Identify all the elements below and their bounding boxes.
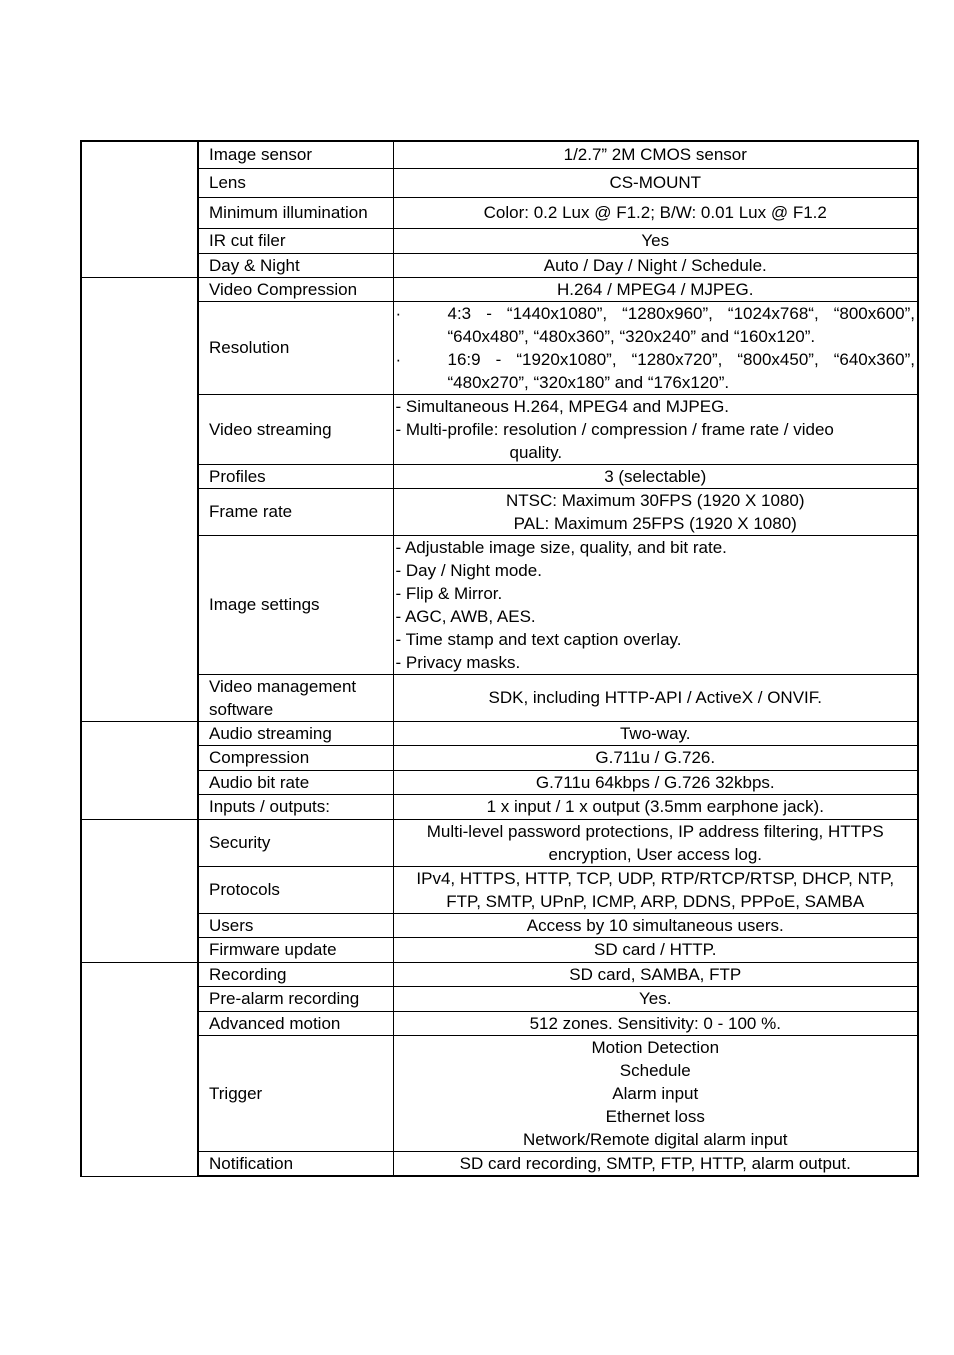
spec-label: Advanced motion — [198, 1011, 393, 1035]
category-cell-video — [81, 277, 198, 721]
spec-value — [393, 488, 918, 535]
spec-value-line: Multi-level password protections, IP address filtering, HTTPS — [426, 821, 884, 841]
spec-value-line: Auto / Day / Night / Schedule. — [543, 255, 767, 275]
table-row — [81, 1035, 918, 1151]
table-row — [81, 674, 918, 721]
table-row — [81, 394, 918, 464]
table-row — [81, 253, 918, 277]
spec-value-line: - Simultaneous H.264, MPEG4 and MJPEG. — [395, 396, 730, 416]
spec-value-line: quality. — [509, 442, 563, 462]
spec-value — [393, 913, 918, 937]
category-cell-camera — [81, 141, 198, 277]
spec-label: Minimum illumination — [198, 197, 393, 228]
table-row — [81, 913, 918, 937]
table-row — [81, 1151, 918, 1176]
spec-value-line: PAL: Maximum 25FPS (1920 X 1080) — [513, 513, 797, 533]
spec-value-line: Two-way. — [619, 723, 691, 743]
spec-value-line: - Adjustable image size, quality, and bit rate. — [395, 537, 727, 557]
spec-value-line: H.264 / MPEG4 / MJPEG. — [556, 279, 754, 299]
table-row — [81, 488, 918, 535]
table-row — [81, 794, 918, 819]
spec-value-line: SD card, SAMBA, FTP — [569, 964, 742, 984]
spec-value-line: Color: 0.2 Lux @ F1.2; B/W: 0.01 Lux @ F1.2 — [483, 203, 827, 222]
table-row — [81, 168, 918, 197]
spec-value — [393, 197, 918, 228]
spec-label: Day & Night — [198, 253, 393, 277]
table-row — [81, 197, 918, 228]
spec-label: Resolution — [198, 301, 393, 394]
spec-label: Audio streaming — [198, 721, 393, 745]
spec-label: Image sensor — [198, 141, 393, 168]
spec-value-line: - Privacy masks. — [395, 652, 521, 672]
spec-label: Video Compression — [198, 277, 393, 301]
spec-value-line: - Flip & Mirror. — [395, 583, 503, 603]
table-row — [81, 277, 918, 301]
spec-value — [393, 301, 918, 394]
spec-value-line: - Day / Night mode. — [395, 560, 542, 580]
spec-value-line: Yes. — [639, 989, 672, 1008]
spec-value-line: SD card / HTTP. — [594, 940, 717, 959]
table-row — [81, 464, 918, 488]
spec-value — [393, 141, 918, 168]
spec-value-line: Ethernet loss — [605, 1106, 705, 1126]
table-row — [81, 1011, 918, 1035]
spec-value — [393, 770, 918, 794]
category-cell-events — [81, 962, 198, 1176]
spec-value — [393, 535, 918, 674]
table-row — [81, 986, 918, 1011]
spec-value-line: FTP, SMTP, UPnP, ICMP, ARP, DDNS, PPPoE, SAMBA — [446, 891, 865, 911]
spec-value-line: 3 (selectable) — [604, 466, 707, 486]
table-row — [81, 866, 918, 913]
spec-value-line: G.711u / G.726. — [595, 748, 716, 767]
spec-value-line: - Multi-profile: resolution / compression / frame rate / video — [395, 419, 834, 439]
spec-value-line: G.711u 64kbps / G.726 32kbps. — [535, 772, 775, 792]
spec-value — [393, 986, 918, 1011]
table-row — [81, 819, 918, 866]
spec-value — [393, 866, 918, 913]
spec-value — [393, 794, 918, 819]
spec-label: Audio bit rate — [198, 770, 393, 794]
spec-label: Security — [198, 819, 393, 866]
table-row — [81, 141, 918, 168]
specification-table-body — [81, 141, 918, 1176]
table-row — [81, 962, 918, 986]
spec-value — [393, 168, 918, 197]
spec-value — [393, 937, 918, 962]
spec-value — [393, 228, 918, 253]
spec-value-line: SDK, including HTTP-API / ActiveX / ONVIF. — [488, 688, 822, 707]
spec-label: Notification — [198, 1151, 393, 1176]
spec-value-line: IPv4, HTTPS, HTTP, TCP, UDP, RTP/RTCP/RTSP, DHCP, NTP, — [416, 868, 895, 888]
table-row — [81, 770, 918, 794]
spec-label: Users — [198, 913, 393, 937]
spec-value-line: SD card recording, SMTP, FTP, HTTP, alarm output. — [459, 1153, 851, 1173]
spec-value — [393, 1151, 918, 1176]
spec-label: Image settings — [198, 535, 393, 674]
table-row — [81, 721, 918, 745]
spec-value-line: Motion Detection — [591, 1037, 720, 1057]
spec-value-line: Schedule — [619, 1060, 691, 1080]
table-row — [81, 745, 918, 770]
spec-value-line: 1 x input / 1 x output (3.5mm earphone jack). — [486, 797, 824, 816]
spec-value-line: NTSC: Maximum 30FPS (1920 X 1080) — [505, 490, 805, 510]
category-cell-audio — [81, 721, 198, 819]
spec-value — [393, 674, 918, 721]
spec-label: Video streaming — [198, 394, 393, 464]
spec-label: Pre-alarm recording — [198, 986, 393, 1011]
spec-value-line: 1/2.7” 2M CMOS sensor — [563, 145, 747, 165]
spec-value-line: Network/Remote digital alarm input — [522, 1129, 788, 1149]
spec-value-line: - AGC, AWB, AES. — [395, 606, 536, 626]
spec-label: Firmware update — [198, 937, 393, 962]
spec-label: IR cut filer — [198, 228, 393, 253]
spec-value — [393, 464, 918, 488]
spec-label: Lens — [198, 168, 393, 197]
spec-value — [393, 721, 918, 745]
spec-value-line: Yes — [641, 231, 670, 250]
table-row — [81, 937, 918, 962]
spec-value-line: 512 zones. Sensitivity: 0 - 100 %. — [529, 1013, 781, 1033]
spec-label: Trigger — [198, 1035, 393, 1151]
resolution-bullet: · 16:9 - “1920x1080”, “1280x720”, “800x450”, “640x360”, “480x270”, “320x180” and “176x120”. — [394, 348, 916, 394]
spec-label: Protocols — [198, 866, 393, 913]
spec-label: Video management software — [198, 674, 393, 721]
spec-label: Compression — [198, 745, 393, 770]
spec-value-line: Alarm input — [612, 1083, 699, 1103]
spec-value-line: Access by 10 simultaneous users. — [526, 915, 784, 935]
table-row — [81, 228, 918, 253]
spec-value-line: CS-MOUNT — [609, 173, 702, 192]
spec-value — [393, 277, 918, 301]
spec-value-line: - Time stamp and text caption overlay. — [395, 629, 682, 649]
specification-table — [80, 140, 919, 1177]
spec-label: Profiles — [198, 464, 393, 488]
spec-value — [393, 253, 918, 277]
spec-value — [393, 1035, 918, 1151]
spec-label: Frame rate — [198, 488, 393, 535]
spec-label: Inputs / outputs: — [198, 794, 393, 819]
spec-value — [393, 745, 918, 770]
resolution-bullet: · 4:3 - “1440x1080”, “1280x960”, “1024x768“, “800x600”, “640x480”, “480x360”, “320x240” and “160x120”. — [394, 302, 916, 348]
category-cell-network — [81, 819, 198, 962]
spec-value-line: encryption, User access log. — [548, 844, 763, 864]
spec-value — [393, 962, 918, 986]
table-row — [81, 301, 918, 394]
spec-value — [393, 1011, 918, 1035]
table-row — [81, 535, 918, 674]
spec-value — [393, 394, 918, 464]
spec-value — [393, 819, 918, 866]
spec-label: Recording — [198, 962, 393, 986]
